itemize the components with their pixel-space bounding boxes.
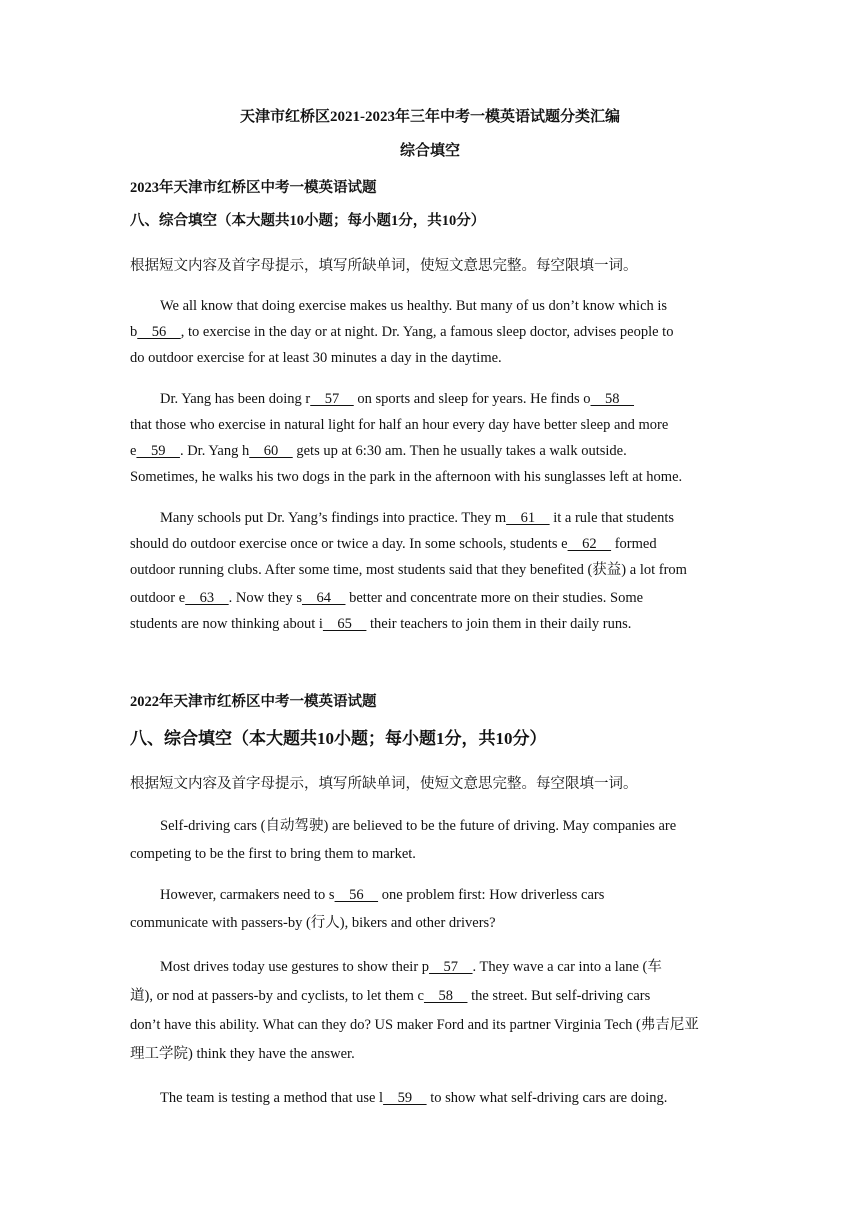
text-line xyxy=(130,1085,732,1111)
text-segment: formed xyxy=(611,536,657,552)
document-title: 天津市红桥区2021-2023年三年中考一模英语试题分类汇编 xyxy=(240,109,620,125)
passage-2023-para-2 xyxy=(130,386,732,490)
blank-56: 56 xyxy=(137,324,181,340)
text-line: don’t have this ability. What can they do? US maker Ford and its partner Virginia Tech (弗吉尼亚 xyxy=(130,1017,699,1033)
text-segment: However, carmakers need to s xyxy=(160,887,335,903)
heading-2022: 2022年天津市红桥区中考一模英语试题 xyxy=(130,694,377,710)
blank-59: 59 xyxy=(136,443,180,459)
text-segment: Many schools put Dr. Yang’s findings into practice. They m xyxy=(160,510,507,526)
text-line xyxy=(130,531,732,557)
text-line xyxy=(130,983,732,1009)
text-segment: the street. But self-driving cars xyxy=(467,988,651,1004)
instruction-2022: 根据短文内容及首字母提示，填写所缺单词，使短文意思完整。每空限填一词。 xyxy=(130,776,638,792)
text-segment: students are now thinking about i xyxy=(130,616,323,632)
text-segment: Dr. Yang has been doing r xyxy=(160,391,311,407)
blank-57: 57 xyxy=(429,959,473,975)
blank-64: 64 xyxy=(301,590,346,606)
text-line xyxy=(130,438,732,464)
blank-58: 58 xyxy=(590,391,635,407)
passage-2022-para-4 xyxy=(130,1085,732,1111)
text-line xyxy=(130,505,732,531)
text-segment: gets up at 6:30 am. Then he usually takes a walk outside. xyxy=(292,443,627,459)
blank-61: 61 xyxy=(506,510,550,526)
document-subtitle: 综合填空 xyxy=(399,143,460,159)
text-segment: should do outdoor exercise once or twice a day. In some schools, students e xyxy=(130,536,568,552)
passage-2022-para-3 xyxy=(130,954,732,1067)
blank-58: 58 xyxy=(423,988,468,1004)
blank-56: 56 xyxy=(334,887,379,903)
text-segment: . They wave a car into a lane (车 xyxy=(472,959,662,975)
passage-2023-para-3 xyxy=(130,505,732,637)
text-segment: The team is testing a method that use l xyxy=(160,1090,384,1106)
text-line: that those who exercise in natural light for half an hour every day have better sleep and more xyxy=(130,417,669,433)
text-segment: their teachers to join them in their daily runs. xyxy=(366,616,632,632)
text-line xyxy=(130,386,732,412)
text-segment: outdoor e xyxy=(130,590,186,606)
blank-62: 62 xyxy=(567,536,612,552)
text-line xyxy=(130,882,732,908)
text-line: We all know that doing exercise makes us healthy. But many of us don’t know which is xyxy=(160,298,668,314)
text-segment: to show what self-driving cars are doing. xyxy=(426,1090,668,1106)
text-line xyxy=(130,954,732,980)
text-segment: b xyxy=(130,324,138,340)
blank-60: 60 xyxy=(249,443,293,459)
section-title-2023: 八、综合填空（本大题共10小题；每小题1分，共10分） xyxy=(130,213,486,229)
blank-65: 65 xyxy=(322,616,367,632)
text-line: communicate with passers-by (行人), bikers and other drivers? xyxy=(130,915,496,931)
text-line: 理工学院) think they have the answer. xyxy=(130,1046,355,1062)
text-line: Self-driving cars (自动驾驶) are believed to be the future of driving. May companies are xyxy=(160,818,677,834)
passage-2023-para-1 xyxy=(130,293,732,371)
text-line: Sometimes, he walks his two dogs in the park in the afternoon with his sunglasses left at home. xyxy=(130,469,683,485)
text-line xyxy=(130,585,732,611)
text-segment: . Dr. Yang h xyxy=(179,443,250,459)
text-segment: one problem first: How driverless cars xyxy=(378,887,605,903)
text-segment: Most drives today use gestures to show their p xyxy=(160,959,430,975)
section-title-2022: 八、综合填空（本大题共10小题；每小题1分，共10分） xyxy=(130,729,547,748)
blank-57: 57 xyxy=(310,391,354,407)
text-line: competing to be the first to bring them to market. xyxy=(130,846,416,862)
text-segment: it a rule that students xyxy=(549,510,675,526)
text-segment: e xyxy=(130,443,137,459)
text-line: do outdoor exercise for at least 30 minutes a day in the daytime. xyxy=(130,350,502,366)
instruction-2023: 根据短文内容及首字母提示，填写所缺单词，使短文意思完整。每空限填一词。 xyxy=(130,258,638,274)
blank-59: 59 xyxy=(383,1090,427,1106)
passage-2022-para-2 xyxy=(130,882,732,936)
text-segment: , to exercise in the day or at night. Dr. Yang, a famous sleep doctor, advises people to xyxy=(180,324,674,340)
heading-2023: 2023年天津市红桥区中考一模英语试题 xyxy=(130,180,377,196)
blank-63: 63 xyxy=(185,590,229,606)
text-line: outdoor running clubs. After some time, most students said that they benefited (获益) a lot from xyxy=(130,562,687,578)
text-segment: 道), or nod at passers-by and cyclists, to let them c xyxy=(130,988,424,1004)
text-line xyxy=(130,611,732,637)
text-line xyxy=(130,319,732,345)
passage-2022-para-1 xyxy=(130,813,732,867)
text-segment: . Now they s xyxy=(228,590,302,606)
text-segment: on sports and sleep for years. He finds o xyxy=(353,391,591,407)
text-segment: better and concentrate more on their studies. Some xyxy=(345,590,644,606)
